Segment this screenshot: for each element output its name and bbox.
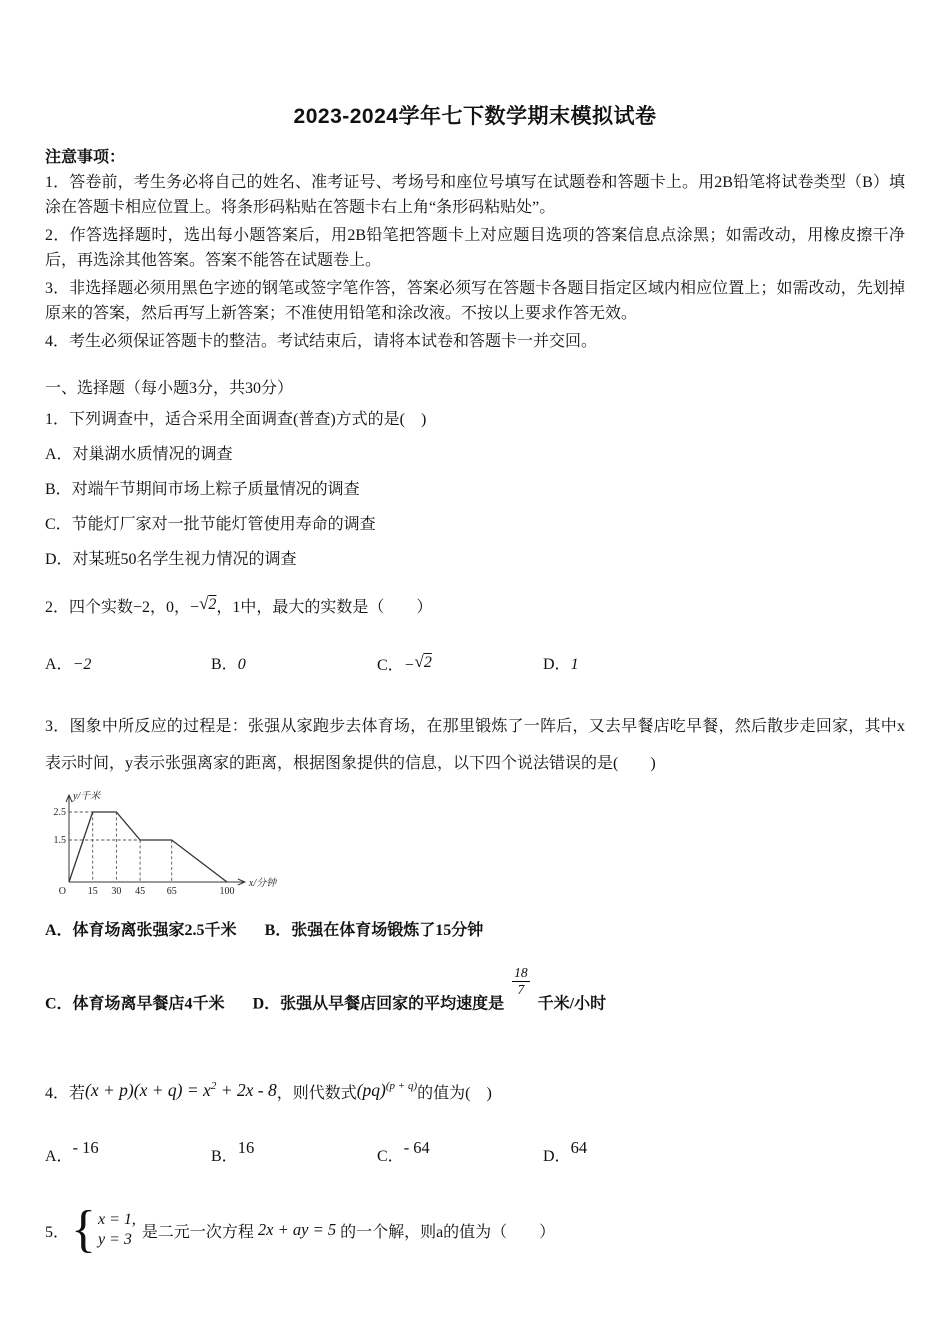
q2-stem-text-1: 2．四个实数−2，0，−	[45, 599, 200, 616]
q1-stem: 1．下列调查中，适合采用全面调查(普查)方式的是( )	[45, 411, 427, 428]
q2-stem-text-2: ，1中，最大的实数是（ ）	[216, 599, 433, 616]
q4-option-c-label: C．	[377, 1147, 404, 1165]
q2-option-d-label: D．	[543, 656, 571, 673]
equation-system	[71, 1200, 136, 1258]
system-equation-1: x = 1,	[97, 1211, 136, 1229]
svg-text:100: 100	[219, 886, 235, 897]
svg-text:x/分钟: x/分钟	[248, 878, 277, 889]
q3-stem	[45, 708, 905, 782]
q4-option-c	[377, 1137, 543, 1169]
q2-option-a-value: −2	[72, 656, 92, 673]
q4-formula-2	[357, 1080, 417, 1100]
q2-option-b	[211, 652, 377, 678]
q4-option-c-value: - 64	[403, 1137, 430, 1157]
fraction-18-7	[512, 965, 530, 997]
svg-text:45: 45	[135, 886, 146, 897]
q4-option-b	[211, 1137, 377, 1169]
question-2	[45, 594, 905, 678]
notice-item-4: 4．考生必须保证答题卡的整洁。考试结束后，请将本试卷和答题卡一并交回。	[45, 333, 598, 350]
q4-stem-text-1: 4．若	[45, 1084, 86, 1102]
q4-stem	[45, 1073, 905, 1109]
q4-formula-2-body: (pq)	[356, 1079, 386, 1100]
q2-options	[45, 652, 905, 678]
q2-option-c	[377, 652, 543, 678]
q3-option-d-prefix: D．张强从早餐店回家的平均速度是	[252, 995, 505, 1013]
radicand: 2	[423, 654, 432, 671]
sqrt-radical	[414, 649, 431, 675]
question-1	[45, 407, 905, 572]
q5-equation: 2x + ay = 5	[257, 1220, 337, 1240]
q4-option-d	[543, 1137, 709, 1169]
radical-sign: √	[414, 652, 424, 671]
q2-option-b-value: 0	[237, 656, 246, 673]
q3-options-ab	[45, 918, 905, 943]
page-title: 2023-2024学年七下数学期末模拟试卷	[293, 105, 657, 128]
q4-stem-text-3: 的值为( )	[417, 1084, 492, 1102]
question-3	[45, 708, 905, 1021]
notice-item-3: 3．非选择题必须用黑色字迹的钢笔或签字笔作答，答案必须写在答题卡各题目指定区域内相应位置上；如需改动，先划掉原来的答案，然后再写上新答案；不准使用铅笔和涂改液。不按以上要求作答无效。	[45, 280, 905, 322]
q1-option-b: B．对端午节期间市场上粽子质量情况的调查	[45, 481, 360, 498]
q3-option-d-suffix: 千米/小时	[537, 995, 607, 1013]
q4-option-a-value: - 16	[72, 1137, 99, 1157]
q2-option-d	[543, 652, 709, 678]
q3-graph	[51, 788, 905, 902]
q2-option-a-label: A．	[45, 656, 73, 673]
svg-text:2.5: 2.5	[53, 807, 66, 818]
notice-item-1: 1．答卷前，考生务必将自己的姓名、准考证号、考场号和座位号填写在试题卷和答题卡上。用2B铅笔将试卷类型（B）填涂在答题卡相应位置上。将条形码粘贴在答题卡右上角“条形码粘贴处”。	[45, 174, 905, 216]
q4-option-d-value: 64	[570, 1137, 588, 1157]
svg-text:y/千米: y/千米	[73, 791, 101, 802]
q3-options-cd	[45, 965, 905, 1021]
q4-options	[45, 1137, 905, 1169]
radicand: 2	[208, 596, 217, 613]
fraction-denominator: 7	[517, 981, 525, 997]
q2-option-b-label: B．	[211, 656, 238, 673]
notice-item-2: 2．作答选择题时，选出每小题答案后，用2B铅笔把答题卡上对应题目选项的答案信息点涂黑；如需改动，用橡皮擦干净后，再选涂其他答案。答案不能答在试题卷上。	[45, 227, 905, 269]
q5-stem-text-1: 是二元一次方程	[141, 1223, 254, 1241]
q4-option-d-label: D．	[543, 1147, 571, 1165]
left-brace: {	[71, 1200, 96, 1258]
q1-option-a: A．对巢湖水质情况的调查	[45, 446, 233, 463]
svg-text:65: 65	[166, 886, 177, 897]
q5-stem-text-2: 的一个解，则a的值为（ ）	[340, 1223, 556, 1241]
system-equations	[96, 1210, 136, 1250]
q4-option-b-label: B．	[211, 1147, 238, 1165]
q2-option-c-label: C．	[377, 657, 404, 674]
q1-option-d: D．对某班50名学生视力情况的调查	[45, 551, 297, 568]
svg-text:1.5: 1.5	[53, 835, 66, 846]
q3-option-b: B．张强在体育场锻炼了15分钟	[264, 922, 484, 939]
q4-option-b-value: 16	[237, 1137, 255, 1157]
q4-formula-1-body: (x + p)(x + q) = x	[85, 1079, 211, 1100]
system-equation-2: y = 3	[97, 1231, 132, 1249]
sqrt-radical	[199, 591, 216, 617]
q4-formula-1	[85, 1080, 277, 1100]
q4-option-a	[45, 1137, 211, 1169]
notice-section	[45, 145, 905, 354]
q4-formula-1-exponent: 2	[210, 1080, 217, 1093]
svg-text:15: 15	[87, 886, 98, 897]
svg-text:O: O	[58, 886, 66, 897]
q3-stem-line-2: 其中x表示时间，y表示张强离家的距离，根据图象提供的信息，以下四个说法错误的是( )	[45, 718, 905, 772]
q3-option-c: C．体育场离早餐店4千米	[45, 995, 225, 1013]
q3-graph-svg	[51, 788, 301, 902]
svg-text:30: 30	[111, 886, 122, 897]
question-4	[45, 1073, 905, 1169]
question-5	[45, 1200, 905, 1258]
section1-header: 一、选择题（每小题3分，共30分）	[45, 380, 294, 397]
radical-sign: √	[199, 594, 209, 613]
q1-option-c: C．节能灯厂家对一批节能灯管使用寿命的调查	[45, 516, 376, 533]
fraction-numerator: 18	[514, 965, 528, 980]
q4-formula-2-exponent: (p + q)	[385, 1080, 418, 1093]
notice-header: 注意事项：	[45, 149, 126, 166]
q4-option-a-label: A．	[45, 1147, 73, 1165]
q3-option-a: A．体育场离张强家2.5千米	[45, 922, 237, 939]
q3-stem-line-1: 3．图象中所反应的过程是：张强从家跑步去体育场，在那里锻炼了一阵后，又去早餐店吃早餐，然后散步走回家，	[45, 718, 865, 735]
q2-option-a	[45, 652, 211, 678]
q2-stem	[45, 594, 905, 620]
q2-option-d-value: 1	[570, 656, 579, 673]
q4-formula-1-tail: + 2x - 8	[216, 1079, 277, 1100]
q2-option-c-minus: −	[403, 657, 415, 674]
q4-stem-text-2: ，则代数式	[276, 1084, 357, 1102]
q5-number: 5．	[45, 1223, 70, 1241]
